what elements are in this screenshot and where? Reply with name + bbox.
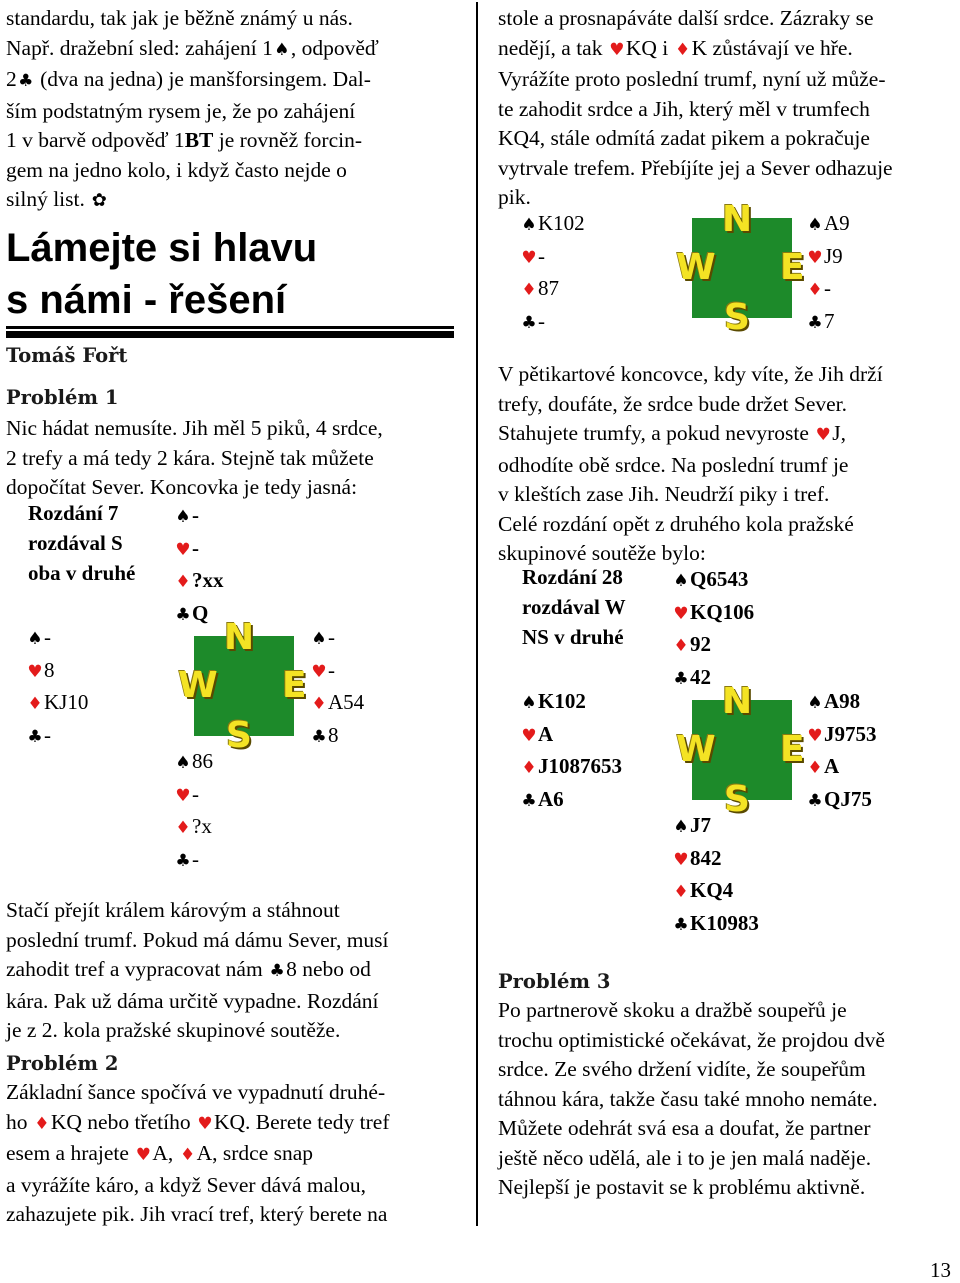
heart-icon: ♥ xyxy=(673,603,689,624)
deal1-compass xyxy=(178,617,310,756)
compass-west: W xyxy=(178,665,218,706)
diamond-icon: ♦ xyxy=(521,758,537,778)
compass-north: N xyxy=(722,681,753,722)
heart-icon: ♥ xyxy=(609,39,625,60)
spade-icon: ♠ xyxy=(673,571,689,591)
heart-icon: ♥ xyxy=(673,849,689,870)
club-icon: ♣ xyxy=(311,726,327,747)
diamond-icon: ♦ xyxy=(175,818,191,838)
problem3-paragraph: Po partnerově skoku a dražbě soupeřů je trochu optimistické očekávat, že projdou dvě srdce. Ze svého držení vidíte, že soupeřům táhnou kára, takže času také mnoho nemáte. Můžete odehrát svá esa a doufat, že partner ještě něco udělá, ale i to je jen malá naděje. Nejlepší je postavit se k problému aktivně. xyxy=(498,998,885,1199)
heart-icon: ♥ xyxy=(135,1145,151,1165)
spade-icon: ♠ xyxy=(175,753,191,773)
heart-icon: ♥ xyxy=(175,785,191,806)
compass-east: E xyxy=(780,247,805,288)
page-number: 13 xyxy=(930,1258,951,1282)
club-icon: ♣ xyxy=(807,312,823,333)
club-icon: ♣ xyxy=(673,668,689,689)
deal3-compass xyxy=(676,681,808,820)
diamond-icon: ♦ xyxy=(179,1145,196,1165)
heart-icon: ♥ xyxy=(815,425,831,445)
club-icon: ♣ xyxy=(521,790,537,811)
spade-icon: ♠ xyxy=(807,693,823,713)
title-rule-thick xyxy=(6,331,454,338)
deal2-compass xyxy=(676,199,808,338)
intro-line-5: 1 v barvě odpověď 1BT je rovněž forcin- xyxy=(6,128,363,152)
problem1-paragraph: Nic hádat nemusíte. Jih měl 5 piků, 4 srdce, 2 trefy a má tedy 2 kára. Stejně tak můžete dopočítat Sever. Koncovka je tedy jasná: xyxy=(6,416,383,499)
club-icon: ♣ xyxy=(18,71,34,91)
intro-line-3: 2♣ (dva na jedna) je manšforsingem. Dal- xyxy=(6,65,454,97)
deal1-south-hand: ♠86 ♥- ♦?x ♣- xyxy=(174,746,213,876)
deal2-east-hand: ♠A9 ♥J9 ♦- ♣7 xyxy=(806,208,850,338)
compass-south: S xyxy=(724,297,750,338)
spade-icon: ♠ xyxy=(673,817,689,837)
diamond-icon: ♦ xyxy=(175,572,191,592)
diamond-icon: ♦ xyxy=(34,1113,50,1134)
diamond-icon: ♦ xyxy=(311,694,327,714)
heart-icon: ♥ xyxy=(521,247,537,268)
club-icon: ♣ xyxy=(807,790,823,811)
compass-west: W xyxy=(676,247,716,288)
club-icon: ♣ xyxy=(27,726,43,747)
problem1-paragraph-2: Stačí přejít králem károvým a stáhnout poslední trumf. Pokud má dámu Sever, musí zahodit tref a vypracovat nám ♣8 nebo od kára. Pak už dáma určitě vypadne. Rozdání je z 2. kola pražské skupinové soutěže. xyxy=(6,898,389,1042)
club-icon: ♣ xyxy=(269,961,285,981)
intro-paragraph xyxy=(6,4,454,216)
compass-south: S xyxy=(724,779,750,820)
diamond-icon: ♦ xyxy=(521,280,537,300)
deal3-west-hand: ♠K102 ♥A ♦J1087653 ♣A6 xyxy=(520,686,622,816)
diamond-icon: ♦ xyxy=(673,882,689,902)
club-icon: ♣ xyxy=(521,312,537,333)
heart-icon: ♥ xyxy=(27,661,43,682)
heart-icon: ♥ xyxy=(807,247,823,268)
title-rule-thin xyxy=(6,326,454,329)
compass-east: E xyxy=(282,665,307,706)
article-title: Lámejte si hlavu s námi - řešení xyxy=(6,226,318,322)
intro-line-7: silný list. ✿ xyxy=(6,185,454,216)
club-icon: ♣ xyxy=(673,914,689,935)
spade-icon: ♠ xyxy=(27,629,43,649)
spade-icon: ♠ xyxy=(274,39,290,60)
club-icon: ♣ xyxy=(175,850,191,871)
diamond-icon: ♦ xyxy=(27,694,43,714)
right-paragraph-1: stole a prosnapáváte další srdce. Zázraky se nedějí, a tak ♥KQ i ♦K zůstávají ve hře. Vyrážíte proto poslední trumf, nyní už může- te zahodit srdce a Jih, který měl v trumfech KQ4, stále odmítá zadat pikem a pokračuje vytrvale trefem. Přebíjíte jej a Sever odhazuje pik. xyxy=(498,6,893,209)
deal1-info: Rozdání 7 rozdával S oba v druhé xyxy=(28,501,136,585)
intro-line-2: Např. dražební sled: zahájení 1♠, odpověď xyxy=(6,34,454,66)
right-paragraph-2: V pětikartové koncovce, kdy víte, že Jih drží trefy, doufáte, že srdce bude držet Sever. Stahujete trumfy, a pokud nevyroste ♥J, odhodíte obě srdce. Na poslední trumf je v kleštích zase Jih. Neudrží piky i tref. Celé rozdání opět z druhého kola pražské skupinové soutěže bylo: xyxy=(498,362,883,565)
spade-icon: ♠ xyxy=(311,629,327,649)
deal1-east-hand: ♠- ♥- ♦A54 ♣8 xyxy=(310,622,364,752)
compass-north: N xyxy=(224,617,255,658)
compass-north: N xyxy=(722,199,753,240)
spade-icon: ♠ xyxy=(521,693,537,713)
spade-icon: ♠ xyxy=(521,215,537,235)
problem3-heading: Problém 3 xyxy=(498,970,611,993)
deal1-west-hand: ♠- ♥8 ♦KJ10 ♣- xyxy=(26,622,88,752)
column-divider xyxy=(476,2,478,1226)
deal3-south-hand: ♠J7 ♥842 ♦KQ4 ♣K10983 xyxy=(672,810,759,940)
problem1-heading: Problém 1 xyxy=(6,386,119,409)
diamond-icon: ♦ xyxy=(675,39,691,60)
problem2-heading: Problém 2 xyxy=(6,1052,119,1075)
author-name: Tomáš Fořt xyxy=(6,344,128,367)
heart-icon: ♥ xyxy=(521,725,537,746)
diamond-icon: ♦ xyxy=(807,758,823,778)
spade-icon: ♠ xyxy=(807,215,823,235)
deal1-north-hand: ♠- ♥- ♦?xx ♣Q xyxy=(174,500,224,630)
deal3-info: Rozdání 28 rozdával W NS v druhé xyxy=(522,565,626,649)
problem2-paragraph: Základní šance spočívá ve vypadnutí druhé- ho ♦KQ nebo třetího ♥KQ. Berete tedy tref esem a hrajete ♥A, ♦A, srdce snap a vyrážíte káro, a když Sever dává malou, zahazujete pik. Jih vrací tref, který berete na xyxy=(6,1080,390,1226)
diamond-icon: ♦ xyxy=(807,280,823,300)
club-icon: ♣ xyxy=(175,604,191,625)
compass-east: E xyxy=(780,729,805,770)
diamond-icon: ♦ xyxy=(673,636,689,656)
intro-line-6: gem na jedno kolo, i když často nejde o xyxy=(6,157,347,182)
intro-line-4: ším podstatným rysem je, že po zahájení xyxy=(6,98,356,123)
compass-south: S xyxy=(226,715,252,756)
intro-line-1: standardu, tak jak je běžně známý u nás. xyxy=(6,6,353,30)
deal3-east-hand: ♠A98 ♥J9753 ♦A ♣QJ75 xyxy=(806,686,877,816)
flower-ornament-icon: ✿ xyxy=(91,190,107,211)
compass-west: W xyxy=(676,729,716,770)
heart-icon: ♥ xyxy=(311,661,327,682)
deal2-west-hand: ♠K102 ♥- ♦87 ♣- xyxy=(520,208,585,338)
heart-icon: ♥ xyxy=(807,725,823,746)
heart-icon: ♥ xyxy=(175,539,191,560)
spade-icon: ♠ xyxy=(175,507,191,527)
deal3-north-hand: ♠Q6543 ♥KQ106 ♦92 ♣42 xyxy=(672,564,754,694)
heart-icon: ♥ xyxy=(197,1113,213,1134)
